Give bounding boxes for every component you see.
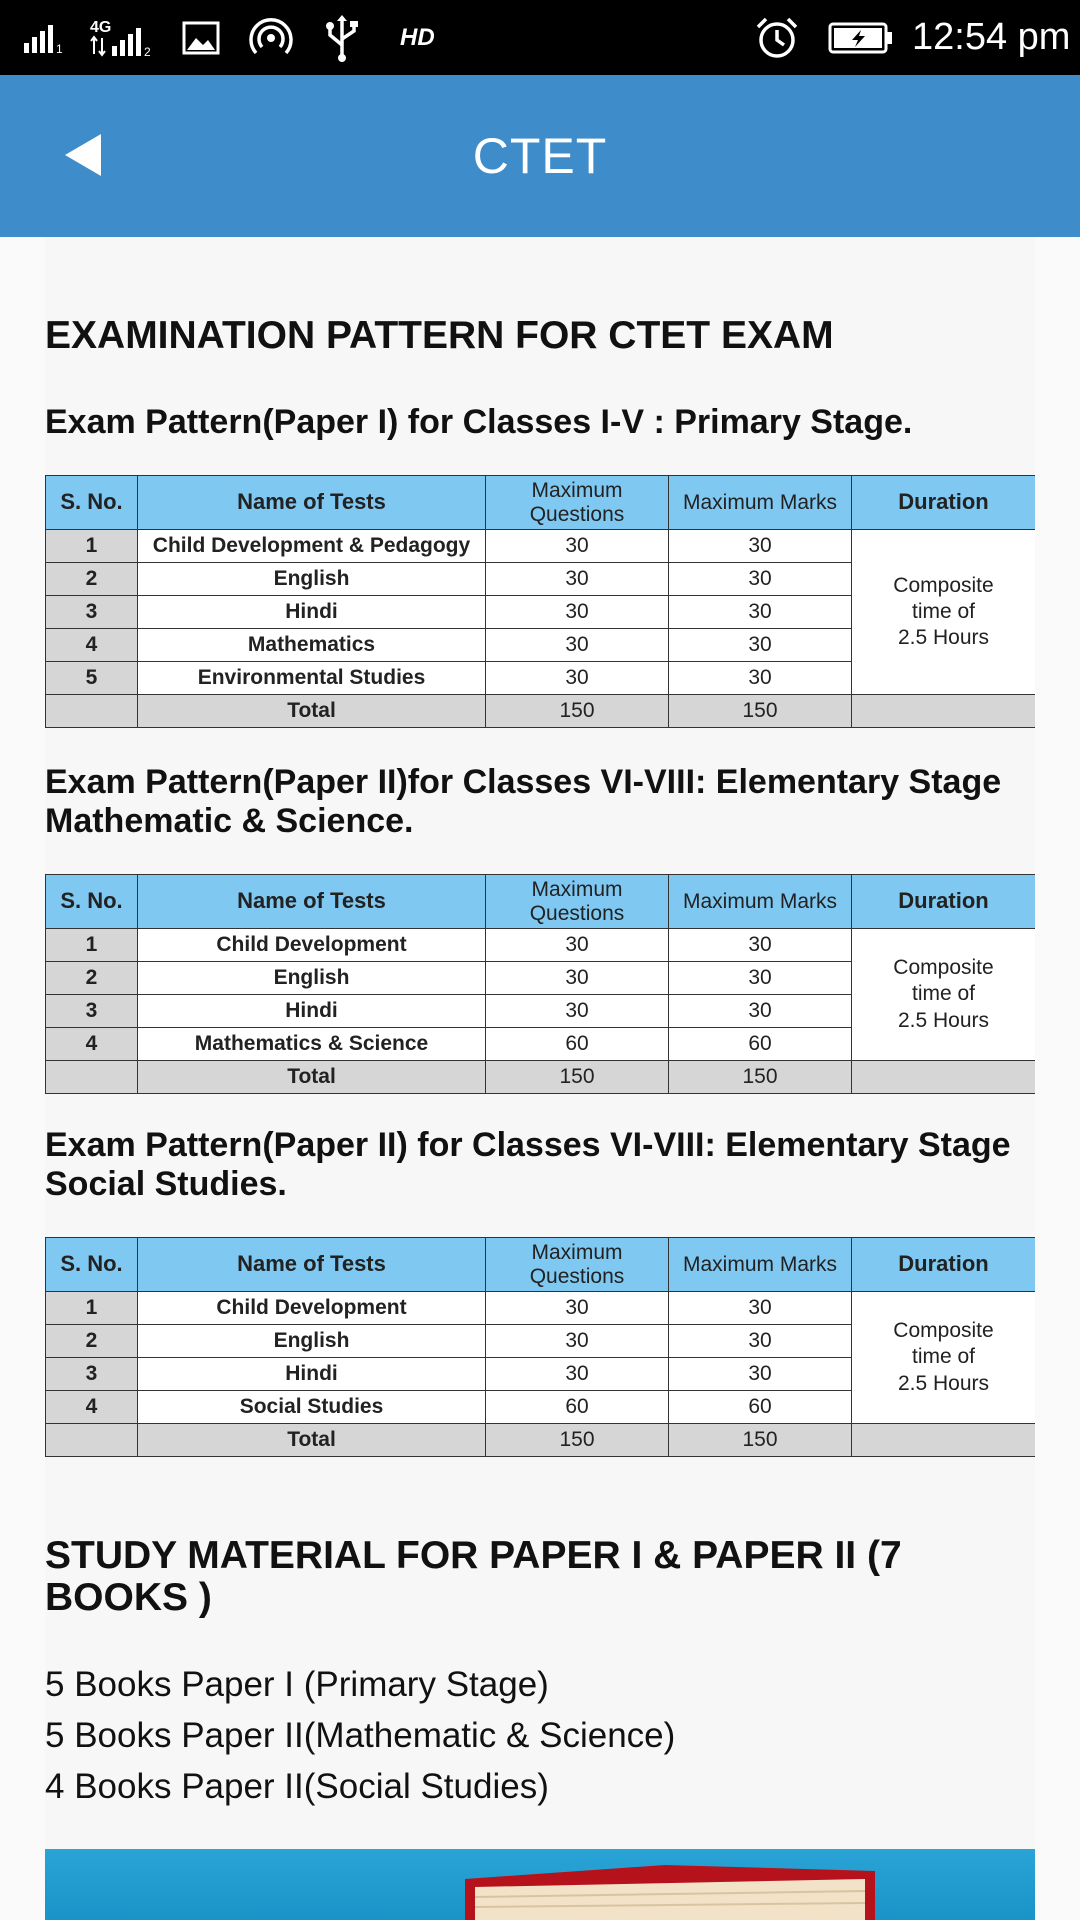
signal-icon: [22, 0, 70, 75]
cell-total-marks: 150: [669, 1424, 852, 1457]
header-max-marks: Maximum Marks: [669, 875, 852, 929]
cell-total-empty: [46, 695, 138, 728]
cell-sno: 1: [46, 929, 138, 962]
cell-max-questions: 30: [486, 629, 669, 662]
exam-pattern-table: [45, 874, 1035, 1094]
cell-max-marks: 30: [669, 1325, 852, 1358]
cell-sno: 2: [46, 1325, 138, 1358]
duration-line: Composite: [893, 573, 994, 597]
cell-max-marks: 30: [669, 629, 852, 662]
cell-max-questions: 60: [486, 1391, 669, 1424]
book-line-1: 5 Books Paper I (Primary Stage): [45, 1665, 549, 1704]
header-name: Name of Tests: [138, 1238, 486, 1292]
book-stack-icon: [45, 1849, 1035, 1920]
header-sno: S. No.: [46, 875, 138, 929]
cell-max-marks: 60: [669, 1391, 852, 1424]
cell-sno: 5: [46, 662, 138, 695]
cell-max-questions: 30: [486, 662, 669, 695]
cell-test-name: Environmental Studies: [138, 662, 486, 695]
image-icon: [182, 0, 220, 75]
book-line-2: 5 Books Paper II(Mathematic & Science): [45, 1716, 676, 1755]
cell-sno: 3: [46, 995, 138, 1028]
header-max-marks: Maximum Marks: [669, 476, 852, 530]
svg-text:2: 2: [144, 44, 151, 59]
duration-line: time of: [911, 599, 976, 623]
cell-max-questions: 30: [486, 995, 669, 1028]
header-name: Name of Tests: [138, 476, 486, 530]
header-max-questions: Maximum Questions: [486, 875, 669, 929]
cell-max-marks: 30: [669, 1358, 852, 1391]
cell-sno: 2: [46, 962, 138, 995]
cell-max-questions: 30: [486, 596, 669, 629]
table-total-row: [46, 1061, 1036, 1094]
cell-max-questions: 30: [486, 962, 669, 995]
cell-sno: 3: [46, 1358, 138, 1391]
cell-total-label: Total: [138, 695, 486, 728]
cell-test-name: English: [138, 1325, 486, 1358]
duration-line: Composite: [893, 1319, 994, 1343]
signal-4g-icon: [90, 0, 168, 75]
cell-total-duration: [852, 695, 1036, 728]
cell-test-name: English: [138, 962, 486, 995]
cell-sno: 3: [46, 596, 138, 629]
content-area: [45, 237, 1035, 1920]
exam-pattern-table: [45, 475, 1035, 728]
cell-total-label: Total: [138, 1424, 486, 1457]
cell-test-name: Mathematics: [138, 629, 486, 662]
cell-max-marks: 30: [669, 962, 852, 995]
cell-max-marks: 30: [669, 995, 852, 1028]
duration-line: 2.5 Hours: [897, 1008, 990, 1032]
header-max-questions: Maximum Questions: [486, 476, 669, 530]
clock: 12:54 pm: [912, 16, 1071, 58]
table-header-row: [46, 1238, 1036, 1292]
table-1-title: Exam Pattern(Paper I) for Classes I-V : Primary Stage.: [45, 403, 913, 441]
exam-pattern-table: [45, 1237, 1035, 1457]
cell-max-questions: 30: [486, 929, 669, 962]
cell-test-name: Hindi: [138, 1358, 486, 1391]
cell-sno: 2: [46, 563, 138, 596]
duration-line: 2.5 Hours: [897, 626, 990, 650]
cell-max-questions: 30: [486, 1358, 669, 1391]
hd-label: HD: [400, 23, 435, 51]
page-title: CTET: [472, 128, 608, 184]
cell-total-label: Total: [138, 1061, 486, 1094]
app-bar: [0, 75, 1080, 237]
cell-sno: 4: [46, 1391, 138, 1424]
cell-total-questions: 150: [486, 695, 669, 728]
status-bar: [0, 0, 1080, 75]
table-2-title: Exam Pattern(Paper II)for Classes VI-VIII: Elementary Stage Mathematic & Science.: [45, 763, 1002, 841]
study-material-heading: STUDY MATERIAL FOR PAPER I & PAPER II (7 BOOKS ): [45, 1534, 902, 1620]
duration-line: time of: [911, 1345, 976, 1369]
usb-icon: [322, 0, 362, 75]
cell-total-marks: 150: [669, 1061, 852, 1094]
header-duration: Duration: [852, 875, 1036, 929]
cell-test-name: English: [138, 563, 486, 596]
header-duration: Duration: [852, 1238, 1036, 1292]
cell-test-name: Hindi: [138, 596, 486, 629]
table-row: [46, 530, 1036, 563]
cell-total-duration: [852, 1424, 1036, 1457]
table-row: [46, 1292, 1036, 1325]
table-total-row: [46, 1424, 1036, 1457]
cell-test-name: Hindi: [138, 995, 486, 1028]
books-banner-image: [45, 1849, 1035, 1920]
cell-sno: 1: [46, 530, 138, 563]
battery-charging-icon: [828, 0, 894, 75]
header-max-marks: Maximum Marks: [669, 1238, 852, 1292]
cell-max-marks: 30: [669, 1292, 852, 1325]
cell-test-name: Child Development & Pedagogy: [138, 530, 486, 563]
cell-max-questions: 30: [486, 563, 669, 596]
cell-test-name: Mathematics & Science: [138, 1028, 486, 1061]
cell-test-name: Social Studies: [138, 1391, 486, 1424]
back-button[interactable]: [58, 130, 108, 180]
cell-sno: 4: [46, 1028, 138, 1061]
header-sno: S. No.: [46, 476, 138, 530]
cell-total-empty: [46, 1061, 138, 1094]
alarm-icon: [754, 0, 800, 75]
header-duration: Duration: [852, 476, 1036, 530]
back-triangle-icon: [63, 132, 103, 178]
cell-duration: [852, 530, 1036, 695]
duration-line: time of: [911, 982, 976, 1006]
cell-max-questions: 30: [486, 1292, 669, 1325]
cell-test-name: Child Development: [138, 929, 486, 962]
table-header-row: [46, 476, 1036, 530]
cell-duration: [852, 1292, 1036, 1424]
cell-test-name: Child Development: [138, 1292, 486, 1325]
cell-duration: [852, 929, 1036, 1061]
book-line-3: 4 Books Paper II(Social Studies): [45, 1767, 549, 1806]
duration-line: 2.5 Hours: [897, 1371, 990, 1395]
cell-max-marks: 30: [669, 662, 852, 695]
svg-text:4G: 4G: [90, 18, 112, 36]
header-max-questions: Maximum Questions: [486, 1238, 669, 1292]
svg-text:1: 1: [56, 41, 63, 55]
cell-sno: 4: [46, 629, 138, 662]
table-row: [46, 929, 1036, 962]
cell-max-marks: 30: [669, 596, 852, 629]
cell-max-questions: 60: [486, 1028, 669, 1061]
cell-max-marks: 30: [669, 929, 852, 962]
table-header-row: [46, 875, 1036, 929]
cell-max-marks: 30: [669, 530, 852, 563]
table-total-row: [46, 695, 1036, 728]
cell-max-marks: 60: [669, 1028, 852, 1061]
header-sno: S. No.: [46, 1238, 138, 1292]
cell-total-questions: 150: [486, 1061, 669, 1094]
hotspot-icon: [248, 0, 294, 75]
cell-total-duration: [852, 1061, 1036, 1094]
header-name: Name of Tests: [138, 875, 486, 929]
cell-max-questions: 30: [486, 530, 669, 563]
cell-max-marks: 30: [669, 563, 852, 596]
cell-max-questions: 30: [486, 1325, 669, 1358]
cell-sno: 1: [46, 1292, 138, 1325]
duration-line: Composite: [893, 956, 994, 980]
cell-total-empty: [46, 1424, 138, 1457]
cell-total-questions: 150: [486, 1424, 669, 1457]
cell-total-marks: 150: [669, 695, 852, 728]
main-heading: EXAMINATION PATTERN FOR CTET EXAM: [45, 314, 834, 357]
table-3-title: Exam Pattern(Paper II) for Classes VI-VIII: Elementary Stage Social Studies.: [45, 1126, 1011, 1204]
